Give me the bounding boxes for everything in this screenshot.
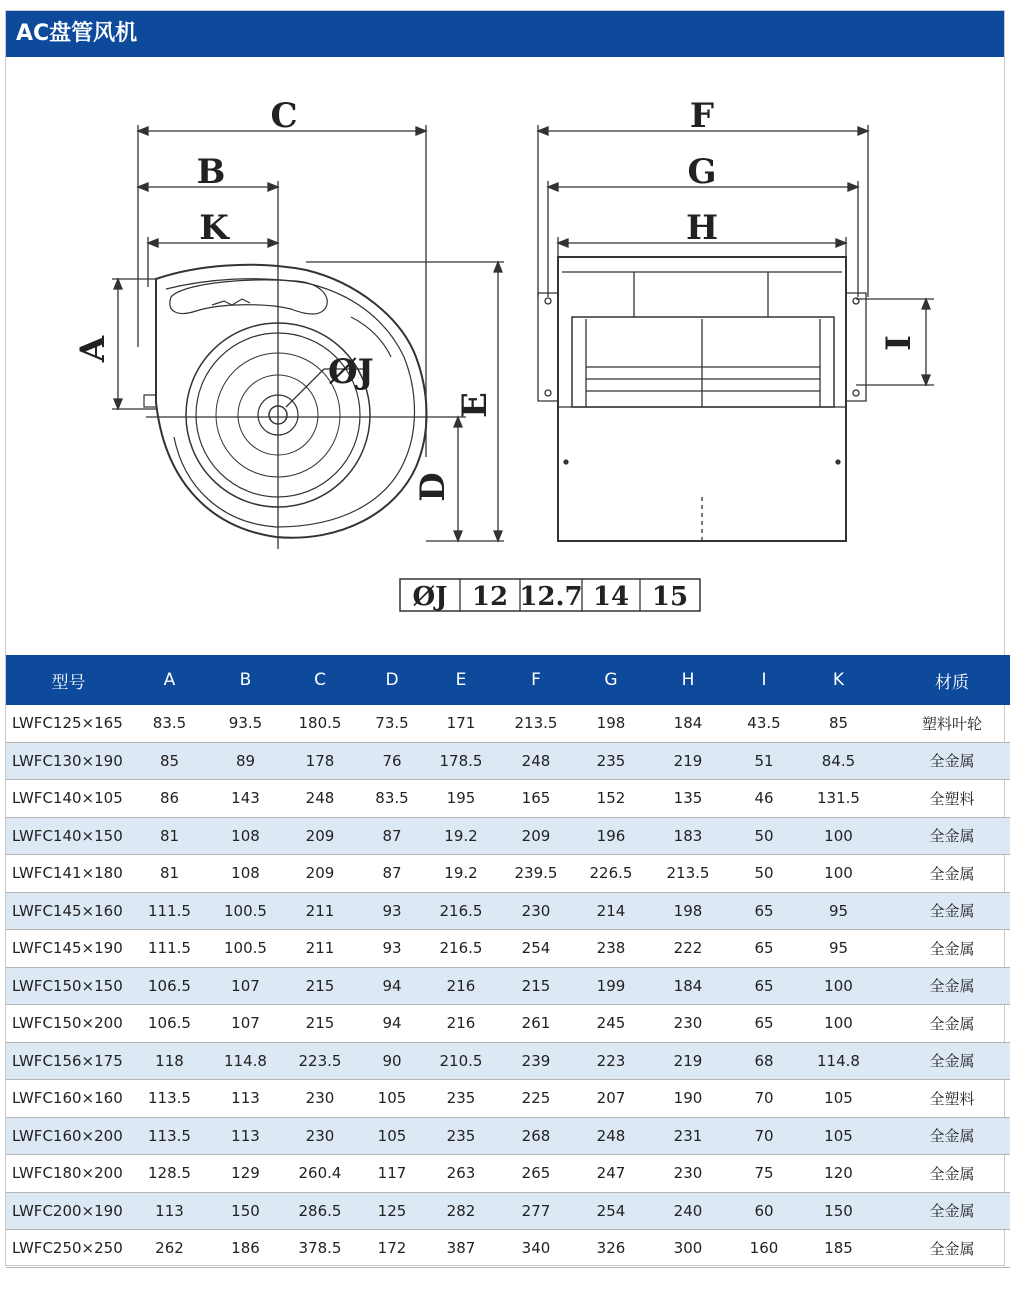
- dimension-cell: 114.8: [797, 1042, 880, 1080]
- dimension-cell: 260.4: [283, 1155, 357, 1193]
- material-cell: 全金属: [880, 967, 1010, 1005]
- dimension-cell: 216: [427, 1005, 495, 1043]
- dimension-cell: 83.5: [357, 780, 427, 818]
- dimension-cell: 111.5: [131, 892, 208, 930]
- model-cell: LWFC150×150: [6, 967, 131, 1005]
- dimension-cell: 106.5: [131, 967, 208, 1005]
- dimension-cell: 43.5: [731, 705, 797, 742]
- dimension-diagram: [6, 57, 1004, 655]
- dimension-cell: 214: [577, 892, 645, 930]
- column-header: F: [495, 655, 577, 705]
- dim-label-k: K: [199, 208, 229, 248]
- dimension-cell: 247: [577, 1155, 645, 1193]
- dimension-cell: 225: [495, 1080, 577, 1118]
- dimension-cell: 105: [357, 1080, 427, 1118]
- dimension-cell: 254: [577, 1192, 645, 1230]
- model-cell: LWFC160×160: [6, 1080, 131, 1118]
- table-row: [6, 930, 1010, 968]
- dimension-cell: 81: [131, 855, 208, 893]
- dim-label-j: ØJ: [328, 352, 374, 392]
- dim-label-h: H: [685, 208, 719, 248]
- dimension-cell: 183: [645, 817, 731, 855]
- dim-label-c: C: [270, 96, 298, 136]
- dimension-cell: 210.5: [427, 1042, 495, 1080]
- dimension-cell: 223.5: [283, 1042, 357, 1080]
- dimension-cell: 117: [357, 1155, 427, 1193]
- dimension-cell: 113: [131, 1192, 208, 1230]
- dim-label-b: B: [196, 152, 226, 192]
- dimension-cell: 184: [645, 705, 731, 742]
- table-row: [6, 1042, 1010, 1080]
- dimension-cell: 108: [208, 817, 283, 855]
- dimension-cell: 184: [645, 967, 731, 1005]
- dimension-cell: 94: [357, 1005, 427, 1043]
- dimension-cell: 152: [577, 780, 645, 818]
- dimension-cell: 230: [645, 1005, 731, 1043]
- dimension-cell: 216: [427, 967, 495, 1005]
- dimension-cell: 209: [283, 817, 357, 855]
- dimension-cell: 75: [731, 1155, 797, 1193]
- shaft-table-header: ØJ: [412, 582, 448, 612]
- dimension-cell: 65: [731, 930, 797, 968]
- dimension-cell: 209: [283, 855, 357, 893]
- material-cell: 全金属: [880, 930, 1010, 968]
- column-header: I: [731, 655, 797, 705]
- dimension-cell: 84.5: [797, 742, 880, 780]
- dimension-cell: 240: [645, 1192, 731, 1230]
- dimension-cell: 248: [495, 742, 577, 780]
- dimension-cell: 235: [427, 1117, 495, 1155]
- dimension-cell: 114.8: [208, 1042, 283, 1080]
- dimension-cell: 107: [208, 967, 283, 1005]
- product-panel: [5, 10, 1005, 1266]
- dimension-cell: 73.5: [357, 705, 427, 742]
- dimension-cell: 248: [283, 780, 357, 818]
- dimension-cell: 286.5: [283, 1192, 357, 1230]
- dimension-cell: 93: [357, 892, 427, 930]
- dimension-cell: 326: [577, 1230, 645, 1268]
- dimension-cell: 87: [357, 817, 427, 855]
- dimension-cell: 171: [427, 705, 495, 742]
- model-cell: LWFC160×200: [6, 1117, 131, 1155]
- dimension-cell: 105: [357, 1117, 427, 1155]
- dimension-cell: 105: [797, 1080, 880, 1118]
- material-cell: 全金属: [880, 1230, 1010, 1268]
- dimension-cell: 230: [495, 892, 577, 930]
- dimension-cell: 165: [495, 780, 577, 818]
- dimension-cell: 85: [797, 705, 880, 742]
- column-header: H: [645, 655, 731, 705]
- technical-drawing: [6, 57, 1004, 655]
- dimension-cell: 128.5: [131, 1155, 208, 1193]
- dimension-cell: 261: [495, 1005, 577, 1043]
- dimension-cell: 100: [797, 855, 880, 893]
- dimension-cell: 209: [495, 817, 577, 855]
- model-cell: LWFC145×160: [6, 892, 131, 930]
- dim-label-d: D: [413, 472, 453, 502]
- dimension-cell: 150: [797, 1192, 880, 1230]
- dimension-cell: 125: [357, 1192, 427, 1230]
- dimension-cell: 178: [283, 742, 357, 780]
- dim-label-g: G: [687, 152, 717, 192]
- table-row: [6, 817, 1010, 855]
- dimension-cell: 68: [731, 1042, 797, 1080]
- shaft-table-cell: 14: [592, 582, 630, 612]
- dimension-cell: 186: [208, 1230, 283, 1268]
- dimension-cell: 226.5: [577, 855, 645, 893]
- dimension-cell: 245: [577, 1005, 645, 1043]
- dimension-cell: 235: [427, 1080, 495, 1118]
- model-cell: LWFC140×150: [6, 817, 131, 855]
- dimension-cell: 51: [731, 742, 797, 780]
- dimension-cell: 85: [131, 742, 208, 780]
- dimension-cell: 211: [283, 930, 357, 968]
- dimension-cell: 231: [645, 1117, 731, 1155]
- dimension-cell: 195: [427, 780, 495, 818]
- dimension-cell: 207: [577, 1080, 645, 1118]
- dimension-cell: 50: [731, 855, 797, 893]
- dimension-cell: 90: [357, 1042, 427, 1080]
- dimension-cell: 100: [797, 1005, 880, 1043]
- dim-label-i: I: [879, 335, 919, 351]
- dimension-cell: 180.5: [283, 705, 357, 742]
- dimension-cell: 87: [357, 855, 427, 893]
- dimension-cell: 216.5: [427, 930, 495, 968]
- dimension-cell: 215: [495, 967, 577, 1005]
- dimension-cell: 76: [357, 742, 427, 780]
- column-header: D: [357, 655, 427, 705]
- dimension-cell: 93: [357, 930, 427, 968]
- dimension-cell: 185: [797, 1230, 880, 1268]
- dimension-cell: 105: [797, 1117, 880, 1155]
- shaft-table-cell: 15: [651, 582, 689, 612]
- dimension-cell: 213.5: [495, 705, 577, 742]
- table-row: [6, 892, 1010, 930]
- dimension-cell: 150: [208, 1192, 283, 1230]
- table-row: [6, 1230, 1010, 1268]
- dimension-cell: 219: [645, 742, 731, 780]
- dim-label-e: E: [455, 392, 495, 418]
- dimension-cell: 100.5: [208, 930, 283, 968]
- dimension-cell: 213.5: [645, 855, 731, 893]
- shaft-table-cell: 12.7: [519, 582, 583, 612]
- model-cell: LWFC200×190: [6, 1192, 131, 1230]
- dimension-cell: 118: [131, 1042, 208, 1080]
- dimension-cell: 65: [731, 967, 797, 1005]
- dimension-cell: 129: [208, 1155, 283, 1193]
- dimension-cell: 160: [731, 1230, 797, 1268]
- dimension-cell: 387: [427, 1230, 495, 1268]
- table-row: [6, 705, 1010, 742]
- material-cell: 全金属: [880, 855, 1010, 893]
- model-cell: LWFC250×250: [6, 1230, 131, 1268]
- dimension-cell: 89: [208, 742, 283, 780]
- dimension-cell: 178.5: [427, 742, 495, 780]
- model-cell: LWFC140×105: [6, 780, 131, 818]
- dimension-cell: 86: [131, 780, 208, 818]
- dimension-cell: 215: [283, 1005, 357, 1043]
- dimension-cell: 113: [208, 1080, 283, 1118]
- dim-label-a: A: [73, 335, 113, 363]
- dimension-cell: 113.5: [131, 1080, 208, 1118]
- material-cell: 全塑料: [880, 780, 1010, 818]
- material-cell: 全金属: [880, 817, 1010, 855]
- dimension-cell: 50: [731, 817, 797, 855]
- dimension-cell: 277: [495, 1192, 577, 1230]
- column-header: G: [577, 655, 645, 705]
- column-header: 材质: [880, 655, 1010, 705]
- dimension-cell: 223: [577, 1042, 645, 1080]
- column-header: B: [208, 655, 283, 705]
- material-cell: 全金属: [880, 1117, 1010, 1155]
- page-title: AC盘管风机: [6, 11, 1004, 57]
- material-cell: 全金属: [880, 1005, 1010, 1043]
- dimension-cell: 100: [797, 817, 880, 855]
- dimension-cell: 172: [357, 1230, 427, 1268]
- dimension-cell: 19.2: [427, 817, 495, 855]
- dimension-cell: 143: [208, 780, 283, 818]
- dimension-cell: 230: [283, 1080, 357, 1118]
- material-cell: 塑料叶轮: [880, 705, 1010, 742]
- dimension-cell: 215: [283, 967, 357, 1005]
- column-header: A: [131, 655, 208, 705]
- dimension-cell: 265: [495, 1155, 577, 1193]
- dimension-cell: 135: [645, 780, 731, 818]
- dimension-cell: 95: [797, 892, 880, 930]
- dimension-cell: 70: [731, 1117, 797, 1155]
- dimension-cell: 107: [208, 1005, 283, 1043]
- dimension-cell: 83.5: [131, 705, 208, 742]
- dimension-cell: 198: [645, 892, 731, 930]
- dimension-cell: 230: [283, 1117, 357, 1155]
- material-cell: 全金属: [880, 892, 1010, 930]
- dimension-cell: 239.5: [495, 855, 577, 893]
- model-cell: LWFC141×180: [6, 855, 131, 893]
- dimension-cell: 131.5: [797, 780, 880, 818]
- dimension-cell: 198: [577, 705, 645, 742]
- dimension-cell: 94: [357, 967, 427, 1005]
- model-cell: LWFC145×190: [6, 930, 131, 968]
- table-row: [6, 1005, 1010, 1043]
- dimension-cell: 190: [645, 1080, 731, 1118]
- dimension-cell: 100: [797, 967, 880, 1005]
- table-row: [6, 780, 1010, 818]
- dimension-cell: 300: [645, 1230, 731, 1268]
- dimension-cell: 222: [645, 930, 731, 968]
- dimension-cell: 254: [495, 930, 577, 968]
- dimension-cell: 81: [131, 817, 208, 855]
- dimension-cell: 70: [731, 1080, 797, 1118]
- material-cell: 全塑料: [880, 1080, 1010, 1118]
- material-cell: 全金属: [880, 742, 1010, 780]
- dimension-cell: 282: [427, 1192, 495, 1230]
- column-header: K: [797, 655, 880, 705]
- table-row: [6, 742, 1010, 780]
- table-row: [6, 1192, 1010, 1230]
- table-header-row: [6, 655, 1010, 705]
- dimension-cell: 340: [495, 1230, 577, 1268]
- model-cell: LWFC180×200: [6, 1155, 131, 1193]
- dimension-cell: 268: [495, 1117, 577, 1155]
- material-cell: 全金属: [880, 1042, 1010, 1080]
- dimension-cell: 19.2: [427, 855, 495, 893]
- dimension-cell: 262: [131, 1230, 208, 1268]
- dimension-cell: 263: [427, 1155, 495, 1193]
- table-row: [6, 1080, 1010, 1118]
- model-cell: LWFC125×165: [6, 705, 131, 742]
- spec-table: [6, 655, 1010, 1268]
- dimension-cell: 235: [577, 742, 645, 780]
- dimension-cell: 100.5: [208, 892, 283, 930]
- dimension-cell: 46: [731, 780, 797, 818]
- dimension-cell: 60: [731, 1192, 797, 1230]
- dimension-cell: 106.5: [131, 1005, 208, 1043]
- model-cell: LWFC156×175: [6, 1042, 131, 1080]
- dimension-cell: 65: [731, 892, 797, 930]
- model-cell: LWFC150×200: [6, 1005, 131, 1043]
- dimension-cell: 120: [797, 1155, 880, 1193]
- dimension-cell: 108: [208, 855, 283, 893]
- dimension-cell: 238: [577, 930, 645, 968]
- dimension-cell: 211: [283, 892, 357, 930]
- dimension-cell: 219: [645, 1042, 731, 1080]
- dimension-cell: 248: [577, 1117, 645, 1155]
- table-row: [6, 1117, 1010, 1155]
- table-body: [6, 705, 1010, 1267]
- dimension-cell: 199: [577, 967, 645, 1005]
- column-header: C: [283, 655, 357, 705]
- dimension-cell: 216.5: [427, 892, 495, 930]
- dim-label-f: F: [689, 96, 715, 136]
- dimension-cell: 93.5: [208, 705, 283, 742]
- table-row: [6, 967, 1010, 1005]
- table-row: [6, 855, 1010, 893]
- dimension-cell: 95: [797, 930, 880, 968]
- dimension-cell: 378.5: [283, 1230, 357, 1268]
- model-cell: LWFC130×190: [6, 742, 131, 780]
- column-header: E: [427, 655, 495, 705]
- dimension-cell: 230: [645, 1155, 731, 1193]
- dimension-cell: 239: [495, 1042, 577, 1080]
- dimension-cell: 196: [577, 817, 645, 855]
- dimension-cell: 113.5: [131, 1117, 208, 1155]
- dimension-cell: 113: [208, 1117, 283, 1155]
- column-header: 型号: [6, 655, 131, 705]
- material-cell: 全金属: [880, 1155, 1010, 1193]
- shaft-table-cell: 12: [471, 582, 509, 612]
- dimension-cell: 111.5: [131, 930, 208, 968]
- dimension-cell: 65: [731, 1005, 797, 1043]
- material-cell: 全金属: [880, 1192, 1010, 1230]
- table-row: [6, 1155, 1010, 1193]
